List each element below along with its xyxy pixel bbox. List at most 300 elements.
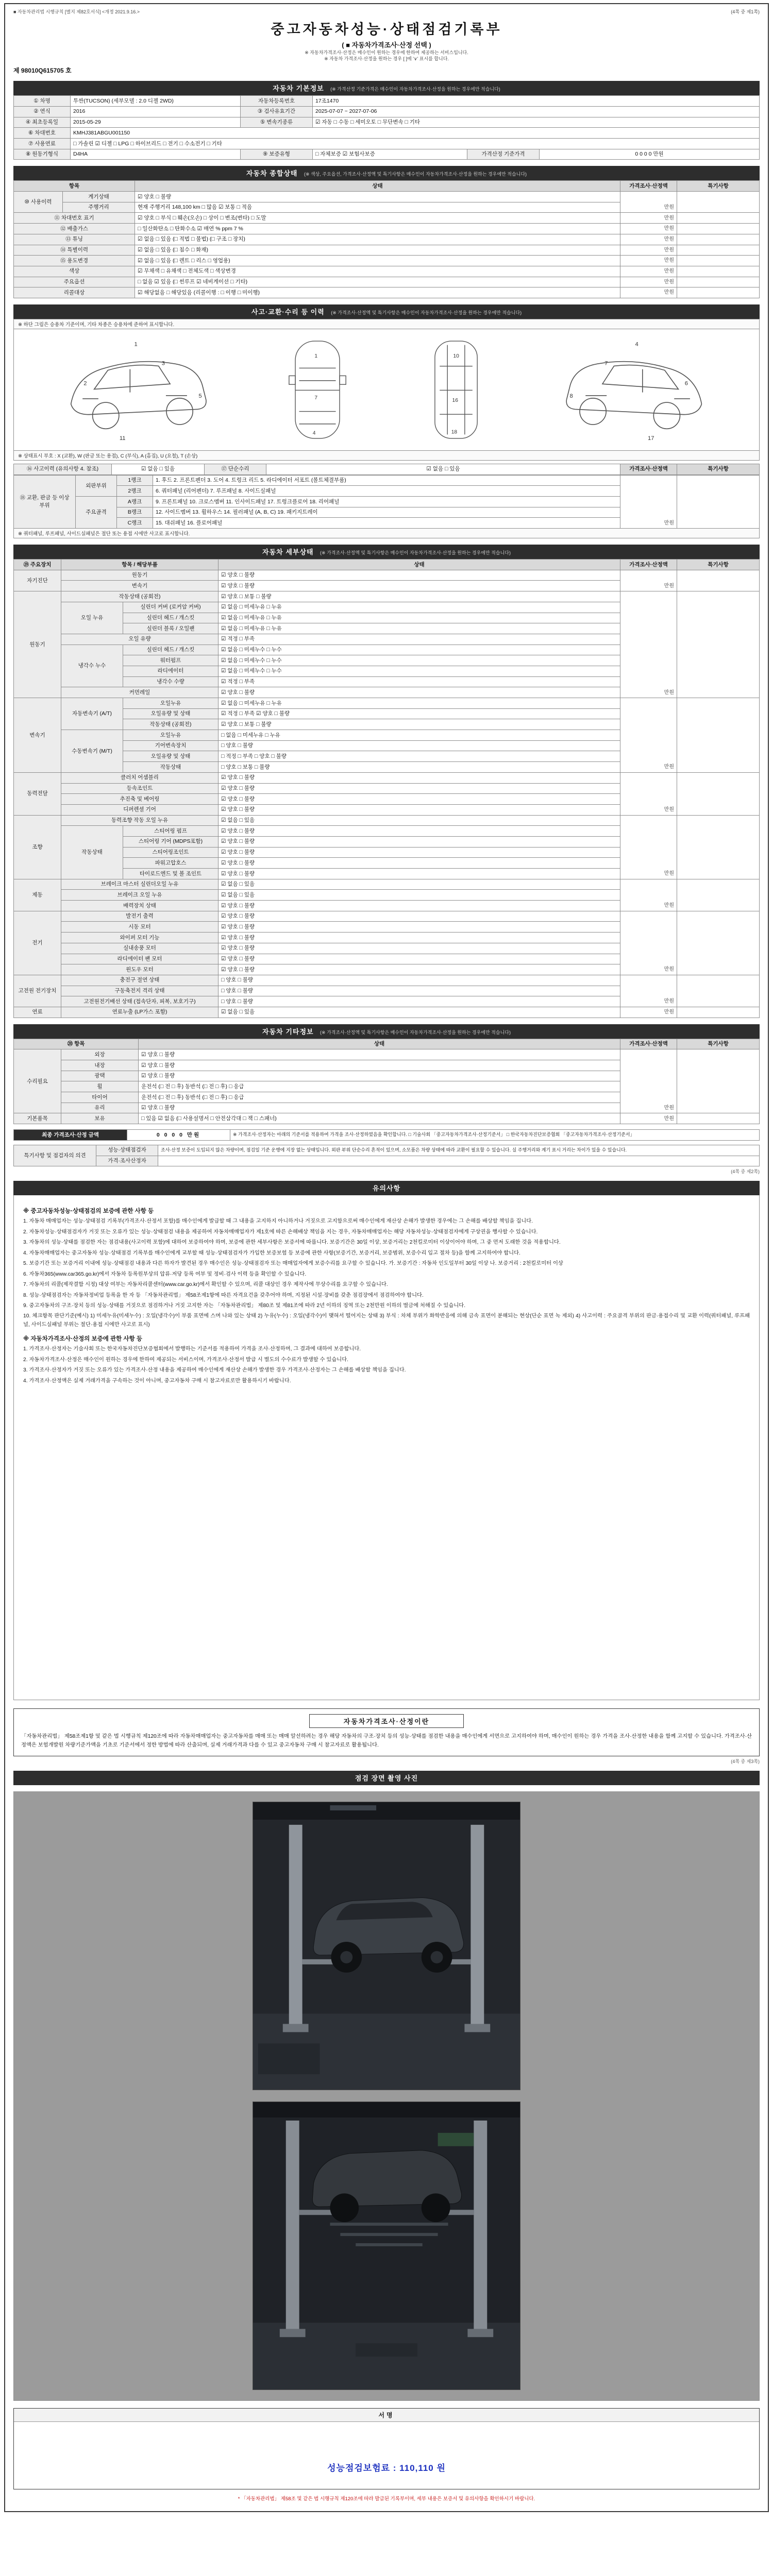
cell-v[interactable]: ☑ 적정 □ 부족	[219, 634, 620, 645]
cell-l: 주요골격	[76, 497, 117, 529]
signature-title: 서명	[14, 2409, 759, 2422]
inspection-photo-2	[253, 2102, 520, 2390]
section-overall-title: 자동차 종합상태	[246, 170, 298, 178]
cell-l: 1랭크	[117, 475, 153, 486]
section-accident-note: (※ 가격조사·산정액 및 특기사항은 매수인이 자동차가격조사·산정을 원하는 경우에만 적습니다)	[331, 310, 522, 315]
cell-l: 스티어링 기어 (MDPS포함)	[123, 836, 219, 847]
document-subnote-2: ※ 자동차 가격조사·산정을 원하는 경우 [ ]에 '∨' 표시를 합니다.	[324, 56, 449, 62]
svg-text:10: 10	[453, 353, 460, 359]
cell-v[interactable]: ☑ 없음 □ 미세누유 □ 누유	[219, 698, 620, 709]
table-row	[14, 698, 760, 709]
cell-l: 변속기	[61, 581, 219, 591]
cell-l: 라디에이터 팬 모터	[61, 954, 219, 964]
notice-paragraph: 7. 자동차의 리콜(제작결함 시정) 대상 여부는 자동차리콜센터(www.car.go.kr)에서 확인할 수 있으며, 리콜 대상인 경우 제작사에 무상수리를 요구할 수 있습니다.	[23, 1282, 388, 1288]
cell-v	[677, 277, 760, 287]
cell-v[interactable]: ☑ 적정 □ 부족	[219, 676, 620, 687]
cell-m: 만원	[620, 256, 677, 266]
cell-v[interactable]: ☑ 양호 □ 불량	[219, 954, 620, 964]
cell-l: ⑫ 배출가스	[14, 224, 135, 234]
cell-l: 주요옵션	[14, 277, 135, 287]
cell-l: 라디에이터	[123, 666, 219, 676]
cell-v[interactable]: ☑ 양호 □ 불량	[139, 1049, 620, 1060]
svg-text:7: 7	[604, 360, 608, 367]
section-basic-info-note: (※ 가격산정 기준가격은 매수인이 자동차가격조사·산정을 원하는 경우에만 적습니다)	[330, 87, 500, 92]
svg-text:1: 1	[314, 353, 318, 359]
section-accident-bar	[13, 304, 760, 319]
cell-l: 연료누출 (LP가스 포함)	[61, 1007, 219, 1018]
cell-v	[677, 234, 760, 245]
cell-v[interactable]: □ 없음 ☑ 있음 (□ 썬루프 ☑ 네비게이션 □ 기타)	[135, 277, 620, 287]
table-row	[14, 975, 760, 986]
cell-l: ⑰ 단순수리	[205, 464, 266, 474]
notice-paragraph: 2. 자동차성능·상태점검자가 거짓 또는 오류가 있는 성능·상태점검 내용을 제공하여 자동차매매업자가 제1호에 따른 손해배상 책임을 지는 경우, 자동차매매업자는 해당 자동차성능·상태점검자에게 구상권을 행사할 수 있습니다.	[23, 1229, 538, 1235]
final-price-label: 최종 가격조사·산정 금액	[14, 1130, 127, 1141]
cell-v[interactable]: □ 양호 □ 불량	[219, 996, 620, 1007]
table-row	[14, 464, 760, 474]
document-subtitle: ( ■ 자동차가격조사·산정 선택 )	[342, 41, 431, 49]
cell-m: 만원	[620, 1113, 677, 1124]
cell-v[interactable]: ☑ 양호 □ 불량	[219, 804, 620, 815]
table-row	[14, 1130, 760, 1141]
cell-h: 항목	[14, 181, 135, 192]
cell-l: 스티어링 펌프	[123, 826, 219, 837]
cell-l: 동력조향 작동 오일 누유	[61, 815, 219, 826]
section-photos-title: 점검 장면 촬영 사진	[355, 1774, 418, 1783]
table-row	[14, 1113, 760, 1124]
cell-l: ⑮ 용도변경	[14, 256, 135, 266]
notice-paragraph: 4. 자동차매매업자는 중고자동차 성능·상태점검 기록부를 매수인에게 교부할 때 성능·상태점검자가 가입한 보증보험 등 보증에 관한 사항(보증기간, 보증거리, 보증범위, 보증수리 입고 절차 등)을 함께 고지하여야 합니다.	[23, 1250, 520, 1256]
cell-l: 배력장치 상태	[61, 901, 219, 911]
page-marker-3: (4쪽 중 제3쪽)	[731, 1759, 760, 1765]
cell-v[interactable]: ☑ 양호 □ 부식 □ 훼손(오손) □ 상이 □ 변조(변타) □ 도말	[135, 213, 620, 224]
car-damage-diagrams	[13, 329, 760, 451]
cell-m: 만원	[620, 287, 677, 298]
cell-m: 만원	[620, 266, 677, 277]
cell-m: 만원	[620, 570, 677, 591]
cell-v[interactable]: ☑ 없음 □ 미세누유 □ 누유	[219, 623, 620, 634]
cell-m: 만원	[620, 234, 677, 245]
cell-l: 수리필요	[14, 1049, 61, 1113]
inspection-photo-area	[13, 1791, 760, 2401]
cell-l: 유리	[61, 1103, 139, 1113]
cell-h: 가격조사·산정액	[620, 1039, 677, 1049]
cell-m: 만원	[620, 698, 677, 773]
svg-text:16: 16	[452, 397, 459, 403]
cell-v[interactable]: □ 양호 □ 보통 □ 불량	[219, 762, 620, 773]
document-title: 중고자동차성능·상태점검기록부	[271, 22, 502, 37]
cell-l: 오일 유량	[61, 634, 219, 645]
cell-v: 9. 프론트패널 10. 크로스멤버 11. 인사이드패널 17. 트렁크플로어 18. 리어패널	[153, 497, 620, 507]
section-detail-note: (※ 가격조사·산정액 및 특기사항은 매수인이 자동차가격조사·산정을 원하는 경우에만 적습니다)	[320, 550, 511, 556]
cell-v	[677, 224, 760, 234]
cell-h: 상태	[219, 560, 620, 570]
cell-v[interactable]: ☑ 양호 □ 불량	[219, 581, 620, 591]
cell-l: 와이퍼 모터 기능	[61, 933, 219, 943]
cell-v[interactable]: ☑ 해당없음 □ 해당있음 (리콜이행 : □ 이행 □ 미이행)	[135, 287, 620, 298]
notice-paragraph: 3. 가격조사·산정자가 거짓 또는 오류가 있는 가격조사·산정 내용을 제공하여 매수인에게 재산상 손해가 발생한 경우 가격조사·산정자는 그 손해를 배상할 책임을 집니다.	[23, 1367, 406, 1374]
cell-m: 만원	[620, 224, 677, 234]
cell-l: 계기상태	[63, 192, 135, 202]
table-row	[14, 1007, 760, 1018]
overall-state-table	[13, 180, 760, 298]
cell-v[interactable]: ☑ 양호 □ 불량	[219, 901, 620, 911]
price-appraisal-explainer	[13, 1708, 760, 1756]
notice-body	[13, 1195, 760, 1700]
cell-l: ② 연식	[14, 106, 71, 117]
cell-l: 고전원전기배선 상태 (접속단자, 피복, 보호기구)	[61, 996, 219, 1007]
top-line	[13, 8, 760, 15]
cell-v[interactable]: ☑ 양호 □ 불량	[219, 826, 620, 837]
cell-v	[677, 975, 760, 1007]
notice-paragraph: 10. 체크항목 판단기준(예시) 1) 미세누유(미세누수) : 오일(냉각수)이 부품 표면에 스며 나와 있는 상태 2) 누유(누수) : 오일(냉각수)이 맺혀서 떨어지는 상태 3) 부식 : 차체 부위가 화학반응에 의해 금속 표면이 분해되는 현상(단순 표면 녹 제외) 4) 사고이력 : 주요골격 부위의 판금·용접수리 및 교환 이력(쿼터패널, 루프패널, 사이드실패널 부위는 절단·용접 시에만 사고로 표시)	[23, 1313, 750, 1328]
cell-v[interactable]: ☑ 없음 □ 있음 (□ 적법 □ 불법) (□ 구조 □ 장치)	[135, 234, 620, 245]
cell-m: 만원	[620, 245, 677, 256]
opinion-label: 특기사항 및 점검자의 의견	[14, 1145, 96, 1166]
cell-l: 파워고압호스	[123, 858, 219, 869]
field-odometer-value[interactable]: 현재 주행거리 148,100 km □ 많음 ☑ 보통 □ 적음	[135, 202, 620, 213]
cell-l: 실내송풍 모터	[61, 943, 219, 954]
cell-l: 주행거리	[63, 202, 135, 213]
cell-l: 스티어링조인트	[123, 847, 219, 858]
cell-l: ④ 최초등록일	[14, 117, 71, 128]
cell-l: 연료	[14, 1007, 61, 1018]
cell-l: 타이어	[61, 1092, 139, 1103]
cell-v[interactable]: ☑ 없음 □ 있음	[219, 890, 620, 901]
cell-m: 만원	[620, 815, 677, 879]
cell-h: 항목 / 해당부품	[61, 560, 219, 570]
cell-v[interactable]: ☑ 양호 □ 불량	[219, 794, 620, 805]
svg-text:4: 4	[313, 430, 316, 436]
section-basic-info-bar	[13, 81, 760, 95]
cell-h: 가격조사·산정액	[620, 560, 677, 570]
final-price-basis[interactable]: ※ 가격조사·산정자는 아래의 기준서를 적용하여 가격을 조사·산정하였음을 확인합니다. □ 기술사회 「중고자동차가격조사·산정기준서」 □ 한국자동차진단보증협회 「중고자동차가격조사·산정기준서」	[230, 1130, 760, 1141]
law-note: ■ 자동차관리법 시행규칙 [별지 제82호서식] <개정 2021.9.16.>	[13, 9, 140, 14]
accident-rank-table	[13, 475, 760, 529]
table-row	[14, 234, 760, 245]
page-marker-2: (4쪽 중 제2쪽)	[731, 1169, 760, 1175]
cell-l: 리콜대상	[14, 287, 135, 298]
document-subnote-1: ※ 자동차가격조사·산정은 매수인이 원하는 경우에 한하여 제공하는 서비스입니다.	[305, 50, 468, 55]
cell-v[interactable]: ☑ 무채색 □ 유채색 □ 전체도색 □ 색상변경	[135, 266, 620, 277]
cell-v	[677, 192, 760, 213]
cell-m: 만원	[620, 1049, 677, 1113]
svg-text:8: 8	[569, 393, 574, 399]
notice-paragraph: 1. 가격조사·산정자는 기술사회 또는 한국자동차진단보증협회에서 발행하는 기준서를 적용하여 가격을 조사·산정하며, 그 결과에 대하여 보증합니다.	[23, 1346, 361, 1352]
accident-history-table	[13, 464, 760, 475]
cell-v[interactable]: □ 양호 □ 불량	[219, 740, 620, 751]
cell-v[interactable]: 운전석 (□ 전 □ 후) 동반석 (□ 전 □ 후) □ 응급	[139, 1092, 620, 1103]
cell-l: 가격산정 기준가격	[467, 149, 540, 160]
cell-v[interactable]: ☑ 양호 □ 보통 □ 불량	[219, 719, 620, 730]
cell-v[interactable]: ☑ 없음 □ 미세누수 □ 누수	[219, 655, 620, 666]
table-row	[14, 1039, 760, 1049]
table-row	[14, 1145, 760, 1156]
cell-m: 만원	[620, 772, 677, 815]
cell-l: 브레이크 마스터 실린더오일 누유	[61, 879, 219, 890]
cell-h: ⑳ 항목	[14, 1039, 139, 1049]
table-row	[14, 224, 760, 234]
notice-heading: ※ 중고자동차성능·상태점검의 보증에 관한 사항 등	[23, 1208, 154, 1215]
cell-v[interactable]: ☑ 없음 □ 미세누유 □ 누유	[219, 613, 620, 623]
table-row	[14, 1156, 760, 1166]
cell-v	[677, 879, 760, 911]
cell-l: 작동상태 (공회전)	[123, 719, 219, 730]
cell-l: 작동상태	[61, 826, 123, 879]
inspection-photo-2-image	[253, 2102, 520, 2389]
field-transmission-options[interactable]: ☑ 자동 □ 수동 □ 세미오토 □ 무단변속 □ 기타	[313, 117, 760, 128]
accident-pre-note: ※ 하단 그림은 승용차 기준이며, 기타 차종은 승용차에 준하여 표시합니다.	[13, 319, 760, 329]
cell-l: ⑤ 변속기종류	[241, 117, 313, 128]
cell-l: 외판부위	[76, 475, 117, 496]
cell-v	[677, 591, 760, 698]
cell-m: 만원	[620, 911, 677, 975]
section-other-note: (※ 가격조사·산정액 및 특기사항은 매수인이 자동차가격조사·산정을 원하는 경우에만 적습니다)	[320, 1029, 511, 1035]
table-row	[14, 128, 760, 139]
cell-v[interactable]: ☑ 양호 □ 불량	[219, 783, 620, 794]
cell-l: 기본품목	[14, 1113, 61, 1124]
section-detail-title: 자동차 세부상태	[262, 548, 314, 556]
cell-h: 상태	[135, 181, 620, 192]
final-price-table	[13, 1129, 760, 1141]
inspector-opinion-table	[13, 1145, 760, 1166]
cell-v	[677, 266, 760, 277]
cell-m: 만원	[620, 591, 677, 698]
svg-text:17: 17	[648, 435, 654, 442]
cell-v[interactable]: ☑ 양호 □ 불량	[219, 687, 620, 698]
cell-l: ③ 검사유효기간	[241, 106, 313, 117]
cell-l: B랭크	[117, 507, 153, 518]
cell-v[interactable]: □ 적정 □ 부족 □ 양호 □ 불량	[219, 751, 620, 762]
field-vin-value: KMHJ381ABGU001150	[71, 128, 760, 139]
field-car-name-value: 투싼(TUCSON) (세부모델 : 2.0 디젤 2WD)	[71, 96, 241, 107]
cell-l: 자동차등록번호	[241, 96, 313, 107]
cell-l: 외장	[61, 1049, 139, 1060]
cell-v[interactable]: ☑ 적정 □ 부족 ☑ 양호 □ 불량	[219, 708, 620, 719]
cell-h: 특기사항	[677, 181, 760, 192]
cell-v[interactable]: ☑ 양호 □ 불량	[219, 847, 620, 858]
cell-v[interactable]: ☑ 없음 □ 미세누수 □ 누수	[219, 666, 620, 676]
cell-v[interactable]: ☑ 양호 □ 불량	[219, 869, 620, 879]
cell-v[interactable]: ☑ 양호 □ 불량	[135, 192, 620, 202]
cell-l: 냉각수 누수	[61, 645, 123, 687]
cell-l: 오일유량 및 상태	[123, 708, 219, 719]
cell-v[interactable]: ☑ 양호 □ 불량	[219, 964, 620, 975]
cell-v	[677, 772, 760, 815]
cell-v[interactable]: □ 일산화탄소 □ 탄화수소 ☑ 매연 % ppm 7 %	[135, 224, 620, 234]
table-row	[14, 192, 760, 202]
cell-v[interactable]: ☑ 양호 □ 불량	[219, 570, 620, 581]
cell-h: ⑲ 주요장치	[14, 560, 61, 570]
cell-v[interactable]: ☑ 양호 □ 보통 □ 불량	[219, 591, 620, 602]
cell-l: 광택	[61, 1071, 139, 1081]
cell-l: 오일유량 및 상태	[123, 751, 219, 762]
cell-v[interactable]: □ 있음 ☑ 없음 (□ 사용설명서 □ 안전삼각대 □ 잭 □ 스패너)	[139, 1113, 620, 1124]
accident-rank-note: ※ 쿼터패널, 루프패널, 사이드실패널은 절단 또는 용접 시에만 사고로 표시합니다.	[13, 529, 760, 538]
cell-m: 만원	[620, 975, 677, 1007]
cell-l: ⑩ 사용이력	[14, 192, 63, 213]
cell-l: 실린더 헤드 / 개스킷	[123, 645, 219, 655]
cell-v[interactable]: ☑ 없음 □ 있음 (□ 렌트 □ 리스 □ 영업용)	[135, 256, 620, 266]
notice-paragraph: 6. 자동차365(www.car365.go.kr)에서 자동차 등록원부상의 압류·저당 등록 여부 및 정비·검사 이력 등을 확인할 수 있습니다.	[23, 1271, 307, 1277]
cell-l: 오일 누유	[61, 602, 123, 634]
cell-v	[677, 815, 760, 879]
cell-m: 만원	[620, 1007, 677, 1018]
cell-l: 가격·조사산정자	[96, 1156, 158, 1166]
cell-l: 클러치 어셈블리	[61, 772, 219, 783]
table-row	[14, 287, 760, 298]
cell-l: 오일누유	[123, 730, 219, 741]
table-row	[14, 1049, 760, 1060]
car-diagram-front-left	[56, 334, 214, 445]
cell-v[interactable]: ☑ 양호 □ 불량	[139, 1060, 620, 1071]
cell-l: ⑱ 교환, 판금 등 이상 부위	[14, 475, 76, 528]
cell-l: 휠	[61, 1081, 139, 1092]
notice-paragraph: 1. 자동차 매매업자는 성능·상태점검 기록부(가격조사·산정서 포함)를 매수인에게 발급할 때 그 내용을 고지하지 아니하거나 거짓으로 고지함으로써 매수인에게 재산상 손해가 발생한 경우에는 그 손해를 배상할 책임을 집니다.	[23, 1218, 533, 1225]
cell-h: 특기사항	[677, 464, 760, 474]
cell-l: ⑦ 사용연료	[14, 139, 71, 149]
cell-v[interactable]: □ 양호 □ 불량	[219, 986, 620, 996]
cell-l: 냉각수 수량	[123, 676, 219, 687]
cell-v	[677, 1049, 760, 1113]
cell-l: 커먼레일	[61, 687, 219, 698]
cell-l: 내장	[61, 1060, 139, 1071]
cell-l: 색상	[14, 266, 135, 277]
cell-m: 만원	[620, 879, 677, 911]
field-fuel-options[interactable]: □ 가솔린 ☑ 디젤 □ LPG □ 하이브리드 □ 전기 □ 수소전기 □ 기타	[71, 139, 760, 149]
cell-v	[677, 287, 760, 298]
cell-v[interactable]: ☑ 양호 □ 불량	[139, 1071, 620, 1081]
signature-box[interactable]	[13, 2408, 760, 2489]
cell-h: 특기사항	[677, 560, 760, 570]
table-row	[14, 181, 760, 192]
section-other-bar	[13, 1024, 760, 1039]
cell-l: 조향	[14, 815, 61, 879]
table-row	[14, 591, 760, 602]
table-row	[14, 149, 760, 160]
car-diagram-rear-right	[558, 334, 716, 445]
notice-paragraph: 2. 자동차가격조사·산정은 매수인이 원하는 경우에 한하여 제공되는 서비스이며, 가격조사·산정서 발급 시 별도의 수수료가 발생할 수 있습니다.	[23, 1357, 349, 1363]
price-appraisal-explainer-title: 자동차가격조사·산정이란	[309, 1714, 464, 1728]
cell-v[interactable]: ☑ 양호 □ 불량	[219, 922, 620, 933]
cell-v[interactable]: ☑ 양호 □ 불량	[219, 772, 620, 783]
cell-v[interactable]: ☑ 양호 □ 불량	[219, 943, 620, 954]
cell-h: 특기사항	[677, 1039, 760, 1049]
section-overall-bar	[13, 166, 760, 180]
cell-l: 전기	[14, 911, 61, 975]
cell-vc[interactable]: ☑ 없음 □ 있음	[266, 464, 620, 474]
cell-v[interactable]: ☑ 없음 □ 있음 (□ 침수 □ 화재)	[135, 245, 620, 256]
cell-m: 만원	[620, 192, 677, 213]
cell-m: 만원	[620, 213, 677, 224]
price-appraisal-explainer-text: 「자동차관리법」 제58조제1항 및 같은 법 시행규칙 제120조에 따라 자동차매매업자는 중고자동차를 매매 또는 매매 알선하려는 경우 해당 자동차의 구조·장치 등의 성능·상태를 점검한 내용을 매수인에게 서면으로 고지하여야 하며, 매수인이 원하는 경우 가격을 조사·산정한 내용을 함께 고지할 수 있습니다. 가격조사·산정액은 보험개발원 차량기준가액을 기초로 기준서에서 정한 방법에 따라 산출되며, 실제 거래가격과 다를 수 있고 중고자동차 구매 시 참고자료로 활용됩니다.	[21, 1734, 752, 1748]
cell-v[interactable]: ☑ 없음 □ 미세누수 □ 누수	[219, 645, 620, 655]
cell-l: 실린더 헤드 / 개스킷	[123, 613, 219, 623]
cell-v[interactable]: ☑ 없음 □ 있음	[219, 815, 620, 826]
svg-text:3: 3	[162, 360, 165, 367]
table-row	[14, 96, 760, 107]
opinion-inspector-text: 조사·산정 보증이 도입되지 않은 차량이며, 점검일 기준 운행에 지장 없는 상태입니다. 외판 부위 단순수리 흔적이 있으며, 소모품은 차량 상태에 따라 교환이 필요할 수 있습니다. 실 주행거리와 계기 표시 거리는 차이가 있을 수 있습니다.	[158, 1145, 760, 1156]
cell-v[interactable]: ☑ 양호 □ 불량	[219, 858, 620, 869]
table-row	[14, 277, 760, 287]
svg-text:2: 2	[83, 380, 87, 387]
table-row	[14, 815, 760, 826]
cell-vc[interactable]: ☑ 없음 □ 있음	[112, 464, 205, 474]
section-overall-note: (※ 색상, 주요옵션, 가격조사·산정액 및 특기사항은 매수인이 자동차가격조사·산정을 원하는 경우에만 적습니다)	[304, 172, 527, 177]
document-page	[4, 3, 769, 2512]
cell-l: 시동 모터	[61, 922, 219, 933]
basic-info-table	[13, 95, 760, 160]
cell-l: 변속기	[14, 698, 61, 773]
cell-v[interactable]: ☑ 양호 □ 불량	[139, 1103, 620, 1113]
section-basic-info-title: 자동차 기본정보	[273, 84, 324, 93]
cell-l: 원동기	[61, 570, 219, 581]
cell-v: 6. 쿼터패널 (리어펜더) 7. 루프패널 8. 사이드실패널	[153, 486, 620, 497]
performance-insurance-premium: 성능점검보험료 : 110,110 원	[327, 2463, 446, 2473]
cell-v[interactable]: ☑ 없음 □ 있음	[219, 1007, 620, 1018]
cell-l: 구동축전지 격리 상태	[61, 986, 219, 996]
cell-l: 동력전달	[14, 772, 61, 815]
cell-v	[677, 213, 760, 224]
table-row	[14, 475, 760, 486]
field-engine-type-value: D4HA	[71, 149, 241, 160]
cell-v[interactable]: ☑ 양호 □ 불량	[219, 933, 620, 943]
cell-l: 자기진단	[14, 570, 61, 591]
cell-v	[677, 256, 760, 266]
field-plate-no-value: 17조1470	[313, 96, 760, 107]
field-warranty-options[interactable]: □ 자체보증 ☑ 보험사보증	[313, 149, 467, 160]
svg-text:1: 1	[134, 341, 138, 348]
cell-v[interactable]: ☑ 양호 □ 불량	[219, 911, 620, 922]
svg-text:18: 18	[451, 429, 458, 435]
cell-l: 작동상태 (공회전)	[61, 591, 219, 602]
cell-l: 제동	[14, 879, 61, 911]
cell-v[interactable]: ☑ 없음 □ 있음	[219, 879, 620, 890]
cell-l: ⑬ 튜닝	[14, 234, 135, 245]
cell-l: 추진축 및 베어링	[61, 794, 219, 805]
cell-v	[677, 475, 760, 528]
cell-l: ⑨ 보증유형	[241, 149, 313, 160]
cell-v	[677, 911, 760, 975]
cell-l: 기어변속장치	[123, 740, 219, 751]
cell-v[interactable]: □ 없음 □ 미세누유 □ 누유	[219, 730, 620, 741]
section-notice-bar	[13, 1181, 760, 1195]
svg-text:7: 7	[314, 395, 318, 401]
notice-paragraph: 3. 자동차의 성능·상태를 점검한 자는 점검내용(사고이력 포함)에 대하여 보증하여야 하며, 보증에 관한 세부사항은 보증서에 따릅니다. 보증기간은 30일 이상, 보증거리는 2천킬로미터 이상이어야 하며, 그 중 먼저 도래한 것을 적용합니다.	[23, 1240, 561, 1246]
section-photos-bar	[13, 1771, 760, 1785]
cell-v	[677, 1113, 760, 1124]
cell-l: ⑪ 차대번호 표기	[14, 213, 135, 224]
cell-m: 만원	[620, 277, 677, 287]
cell-l: 타이로드엔드 및 볼 조인트	[123, 869, 219, 879]
cell-l: ⑥ 차대번호	[14, 128, 71, 139]
field-car-name-label: ① 차명	[14, 96, 71, 107]
field-first-registration-value: 2015-05-29	[71, 117, 241, 128]
cell-v	[677, 570, 760, 591]
cell-l: A랭크	[117, 497, 153, 507]
cell-v[interactable]: ☑ 없음 □ 미세누유 □ 누유	[219, 602, 620, 613]
cell-v[interactable]: □ 양호 □ 불량	[219, 975, 620, 986]
svg-text:4: 4	[635, 341, 639, 348]
cell-l: 브레이크 오일 누유	[61, 890, 219, 901]
cell-v[interactable]: 운전석 (□ 전 □ 후) 동반석 (□ 전 □ 후) □ 응급	[139, 1081, 620, 1092]
cell-l: 윈도우 모터	[61, 964, 219, 975]
cell-l: 충전구 절연 상태	[61, 975, 219, 986]
cell-l: 고전원 전기장치	[14, 975, 61, 1007]
cell-l: 2랭크	[117, 486, 153, 497]
svg-text:5: 5	[198, 393, 203, 399]
notice-paragraph: 8. 성능·상태점검자는 자동차정비업 등록을 한 자 등 「자동차관리법」 제58조제1항에 따른 자격요건을 갖추어야 하며, 지정된 시설·장비를 갖춘 점검장에서 점검하여야 합니다.	[23, 1292, 424, 1298]
cell-v[interactable]: ☑ 양호 □ 불량	[219, 836, 620, 847]
